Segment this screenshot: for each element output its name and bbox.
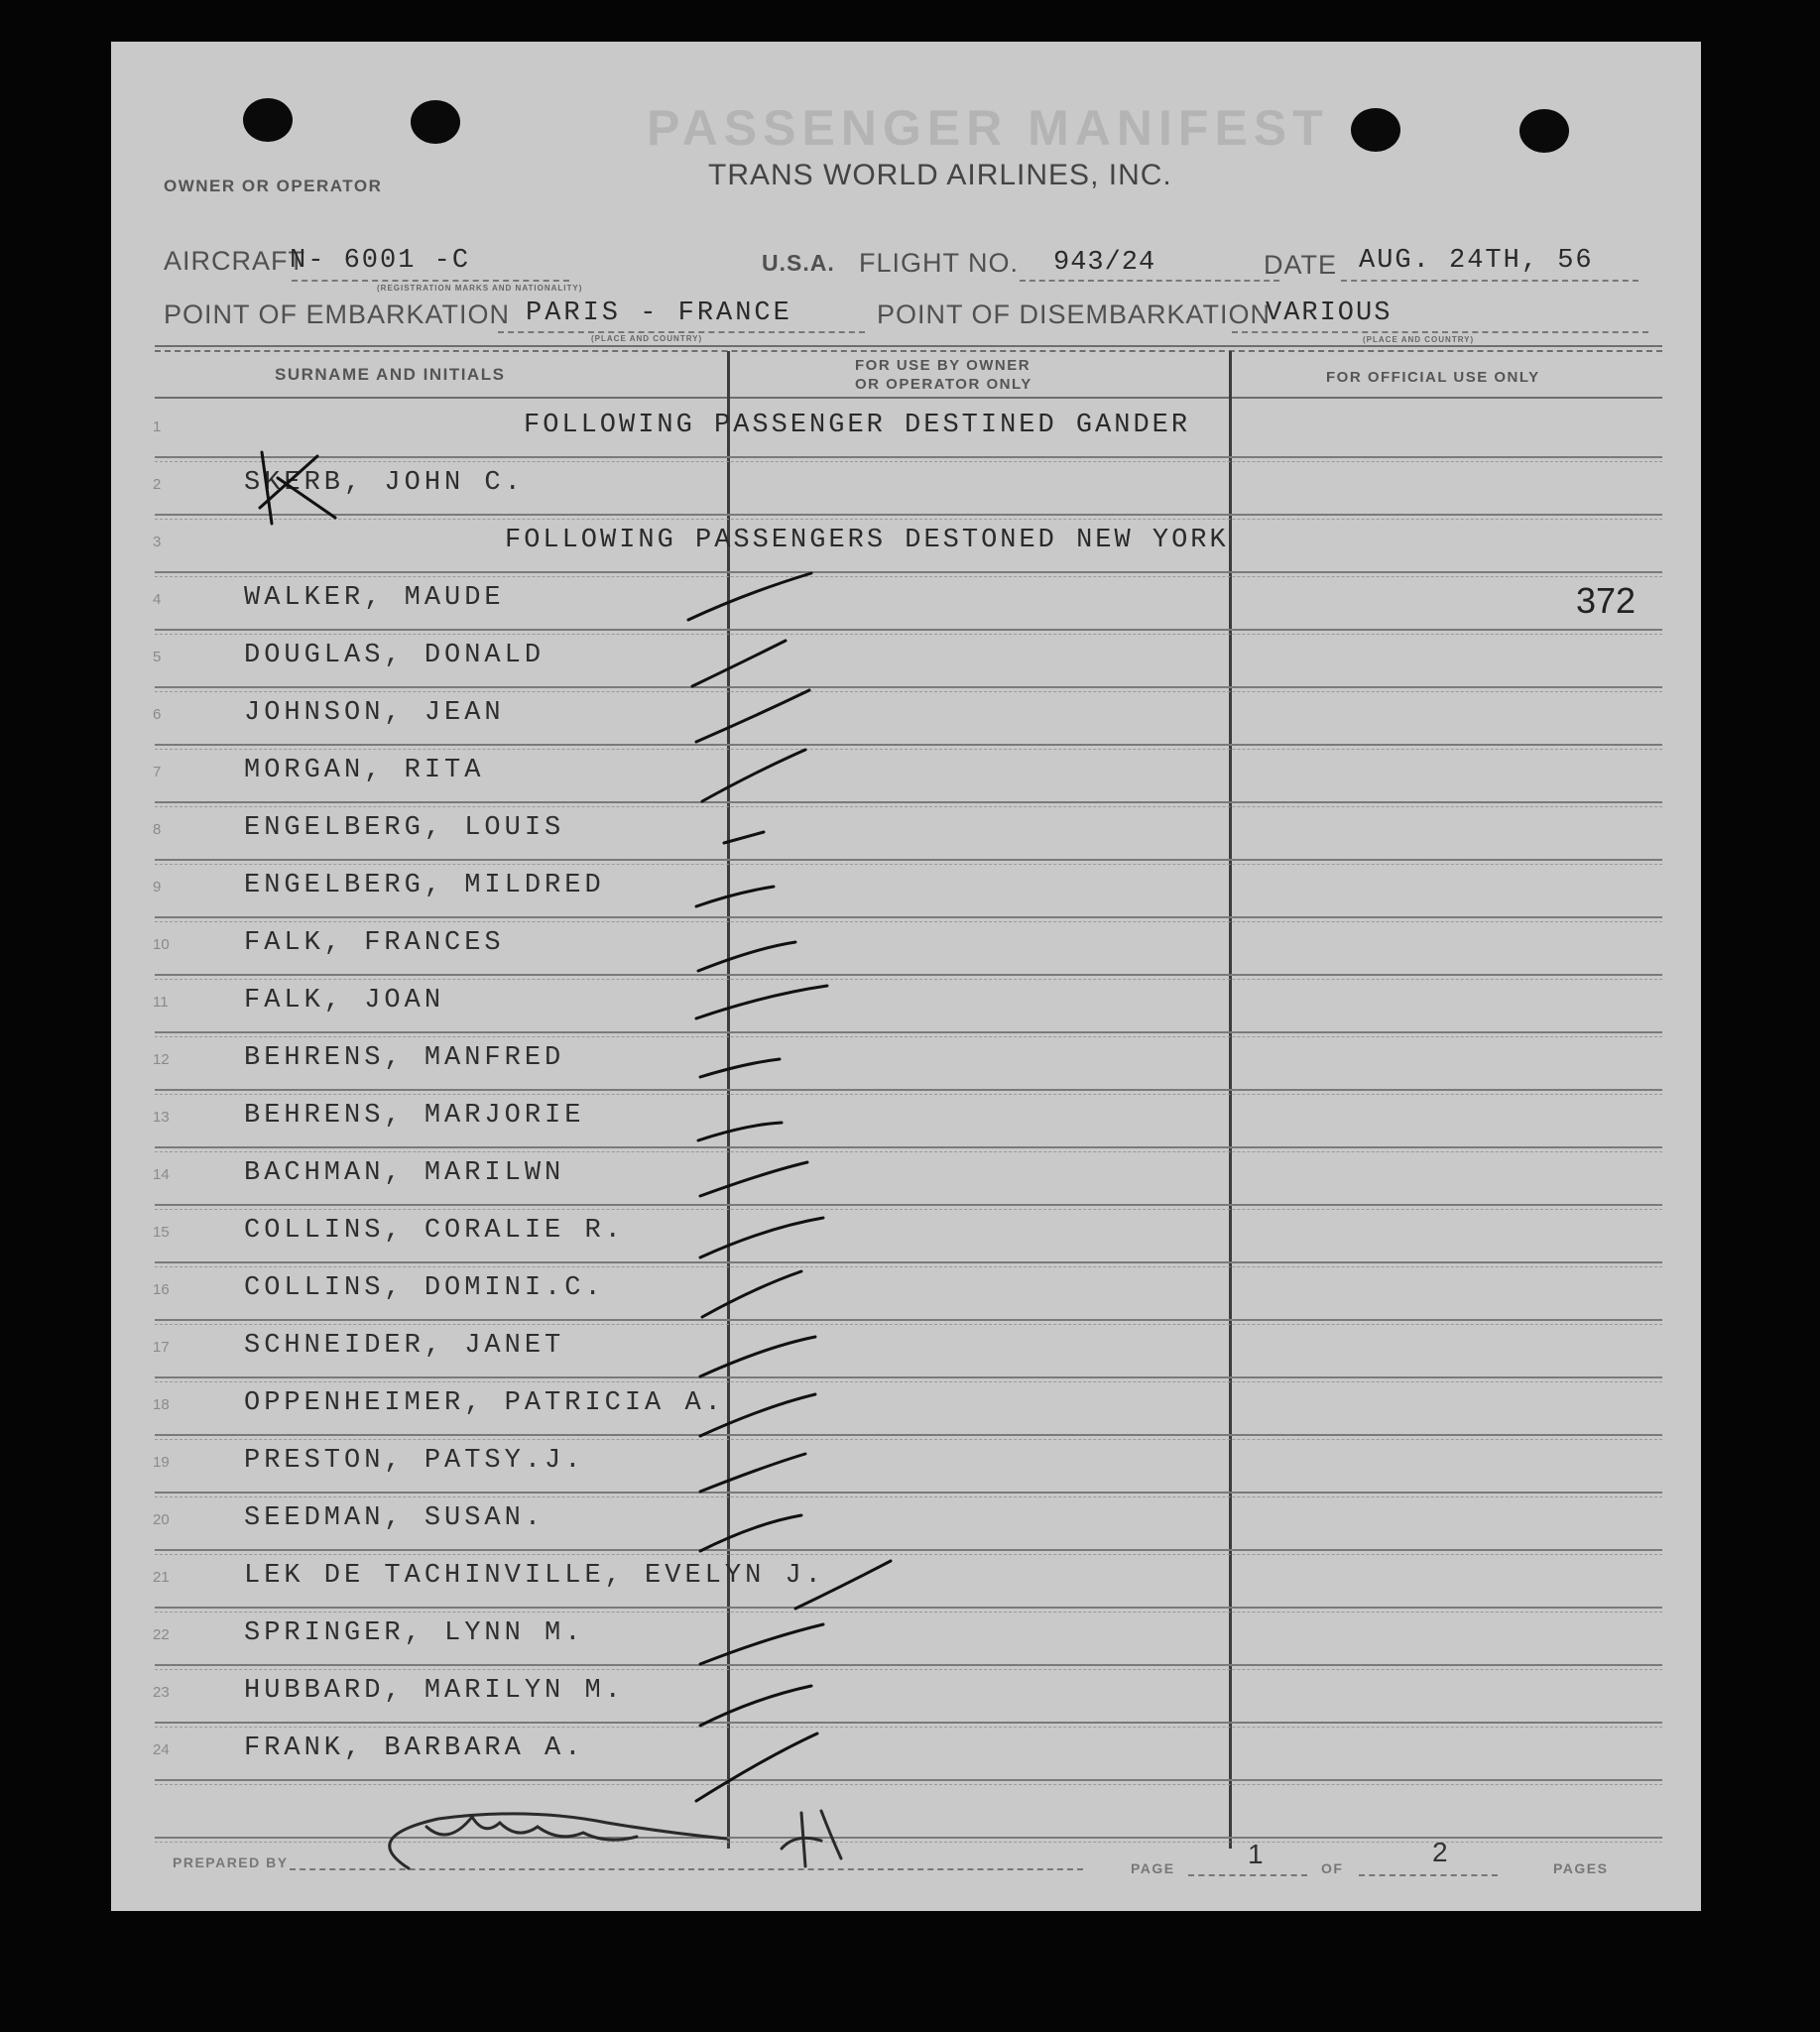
row-number: 17 [153,1339,170,1356]
destination-banner: FOLLOWING PASSENGER DESTINED GANDER [524,411,1191,440]
flight-no-label: FLIGHT NO. [859,248,1020,278]
row-line [155,1664,1662,1666]
row-number: 3 [153,534,162,550]
date-underline [1341,280,1638,282]
row-number: 23 [153,1684,170,1701]
passenger-name: JOHNSON, JEAN [244,698,505,728]
row-line [155,629,1662,631]
manifest-sheet [111,42,1701,1911]
row-number: 2 [153,476,162,493]
row-line [155,514,1662,516]
row-line [155,1492,1662,1494]
prepared-by-label: PREPARED BY [173,1854,289,1870]
page-total-line [1359,1874,1498,1876]
check-slash [700,1686,811,1726]
passenger-name: FALK, JOAN [244,986,445,1016]
manifest-title: PASSENGER MANIFEST [647,100,1329,156]
aircraft-underline [292,280,569,282]
date-label: DATE [1264,250,1338,280]
passenger-name: BEHRENS, MARJORIE [244,1101,585,1131]
aircraft-value: N- 6001 -C [290,246,471,276]
column-header-owner-line2: OR OPERATOR ONLY [855,376,1032,393]
registration-caption: (REGISTRATION MARKS AND NATIONALITY) [377,284,583,293]
row-number: 8 [153,821,162,838]
row-number: 11 [153,994,169,1011]
row-number: 1 [153,418,162,435]
check-slash [696,986,827,1018]
row-line [155,1376,1662,1378]
row-number: 15 [153,1224,170,1241]
passenger-name: LEK DE TACHINVILLE, EVELYN J. [244,1561,825,1591]
passenger-name: COLLINS, DOMINI.C. [244,1273,605,1303]
column-header-name: SURNAME AND INITIALS [275,365,506,384]
passenger-name: OPPENHEIMER, PATRICIA A. [244,1388,725,1418]
punch-hole [1519,109,1569,153]
check-slash [692,641,786,686]
page-total: 2 [1432,1837,1448,1867]
passenger-name: FRANK, BARBARA A. [244,1733,585,1763]
row-number: 20 [153,1511,170,1528]
official-use-note: 372 [1576,580,1637,621]
check-slash [698,942,795,971]
check-slash [696,1733,817,1801]
punch-hole [411,100,460,144]
passenger-name: FALK, FRANCES [244,928,505,958]
check-slash [700,1454,805,1492]
row-line [155,1146,1662,1148]
pages-label: PAGES [1553,1860,1609,1876]
row-number: 16 [153,1281,170,1298]
passenger-name: PRESTON, PATSY.J. [244,1446,585,1476]
row-line [155,801,1662,803]
flight-no-underline [1020,280,1279,282]
airline-name: TRANS WORLD AIRLINES, INC. [708,159,1172,191]
passenger-name: COLLINS, CORALIE R. [244,1216,625,1246]
check-slash [700,1218,823,1257]
column-header-official: FOR OFFICIAL USE ONLY [1326,369,1540,386]
row-number: 4 [153,591,162,608]
check-slash [724,832,764,843]
row-line [155,1779,1662,1781]
row-number: 10 [153,936,170,953]
row-number: 5 [153,649,162,665]
row-line [155,744,1662,746]
header-rule [155,350,1662,352]
row-line [155,974,1662,976]
passenger-name: WALKER, MAUDE [244,583,505,613]
row-number: 7 [153,764,162,780]
aircraft-label: AIRCRAFT [164,246,305,276]
header-rule [155,345,1662,347]
prepared-by-line [290,1868,1083,1870]
page-label: PAGE [1131,1860,1175,1876]
row-line [155,859,1662,861]
row-line [155,1319,1662,1321]
check-slash [702,750,805,801]
row-line [155,916,1662,918]
embarkation-underline [498,331,865,333]
passenger-name: SPRINGER, LYNN M. [244,1618,585,1648]
date-value: AUG. 24TH, 56 [1359,246,1594,276]
check-slash [696,887,774,906]
disembarkation-value: VARIOUS [1266,299,1393,328]
country-label: U.S.A. [762,250,835,276]
disembarkation-label: POINT OF DISEMBARKATION [877,299,1272,329]
row-line [155,571,1662,573]
page-number: 1 [1248,1839,1264,1869]
passenger-name: ENGELBERG, MILDRED [244,871,605,900]
check-slash [698,1123,782,1140]
flight-no-value: 943/24 [1053,248,1156,278]
check-slash [700,1515,801,1551]
row-line [155,1549,1662,1551]
passenger-name: BACHMAN, MARILWN [244,1158,565,1188]
of-label: OF [1321,1860,1344,1876]
row-number: 22 [153,1626,170,1643]
passenger-name: ENGELBERG, LOUIS [244,813,565,843]
column-header-owner-line1: FOR USE BY OWNER [855,357,1031,374]
passenger-name: SEEDMAN, SUSAN. [244,1503,546,1533]
check-slash [700,1624,823,1664]
check-slash [702,1271,801,1317]
destination-banner: FOLLOWING PASSENGERS DESTONED NEW YORK [505,526,1229,555]
row-number: 13 [153,1109,170,1126]
row-number: 18 [153,1396,170,1413]
check-slash [700,1059,780,1077]
disembarkation-caption: (PLACE AND COUNTRY) [1363,335,1475,344]
check-slash [688,573,811,620]
row-number: 19 [153,1454,170,1471]
check-slash [700,1337,815,1376]
row-line [155,1089,1662,1091]
row-line [155,1434,1662,1436]
check-slash [696,690,809,742]
row-number: 6 [153,706,162,723]
page-line [1188,1874,1307,1876]
disembarkation-underline [1232,331,1648,333]
row-number: 12 [153,1051,170,1068]
passenger-name: HUBBARD, MARILYN M. [244,1676,625,1706]
row-line [155,686,1662,688]
passenger-name: MORGAN, RITA [244,756,485,785]
owner-operator-label: OWNER OR OPERATOR [164,177,383,195]
passenger-name: SKERB, JOHN C. [244,468,525,498]
row-line [155,1204,1662,1206]
punch-hole [243,98,293,142]
row-line [155,1261,1662,1263]
row-line [155,1031,1662,1033]
row-number: 21 [153,1569,170,1586]
column-header-rule [155,397,1662,399]
embarkation-label: POINT OF EMBARKATION [164,299,511,329]
row-line [155,1722,1662,1724]
punch-hole [1351,108,1400,152]
row-number: 14 [153,1166,170,1183]
passenger-name: BEHRENS, MANFRED [244,1043,565,1073]
passenger-name: SCHNEIDER, JANET [244,1331,565,1361]
check-slash [700,1162,807,1196]
passenger-name: DOUGLAS, DONALD [244,641,546,670]
embarkation-caption: (PLACE AND COUNTRY) [591,334,703,343]
row-line [155,456,1662,458]
row-number: 24 [153,1741,170,1758]
row-line [155,1607,1662,1609]
row-number: 9 [153,879,162,896]
embarkation-value: PARIS - FRANCE [526,299,792,328]
